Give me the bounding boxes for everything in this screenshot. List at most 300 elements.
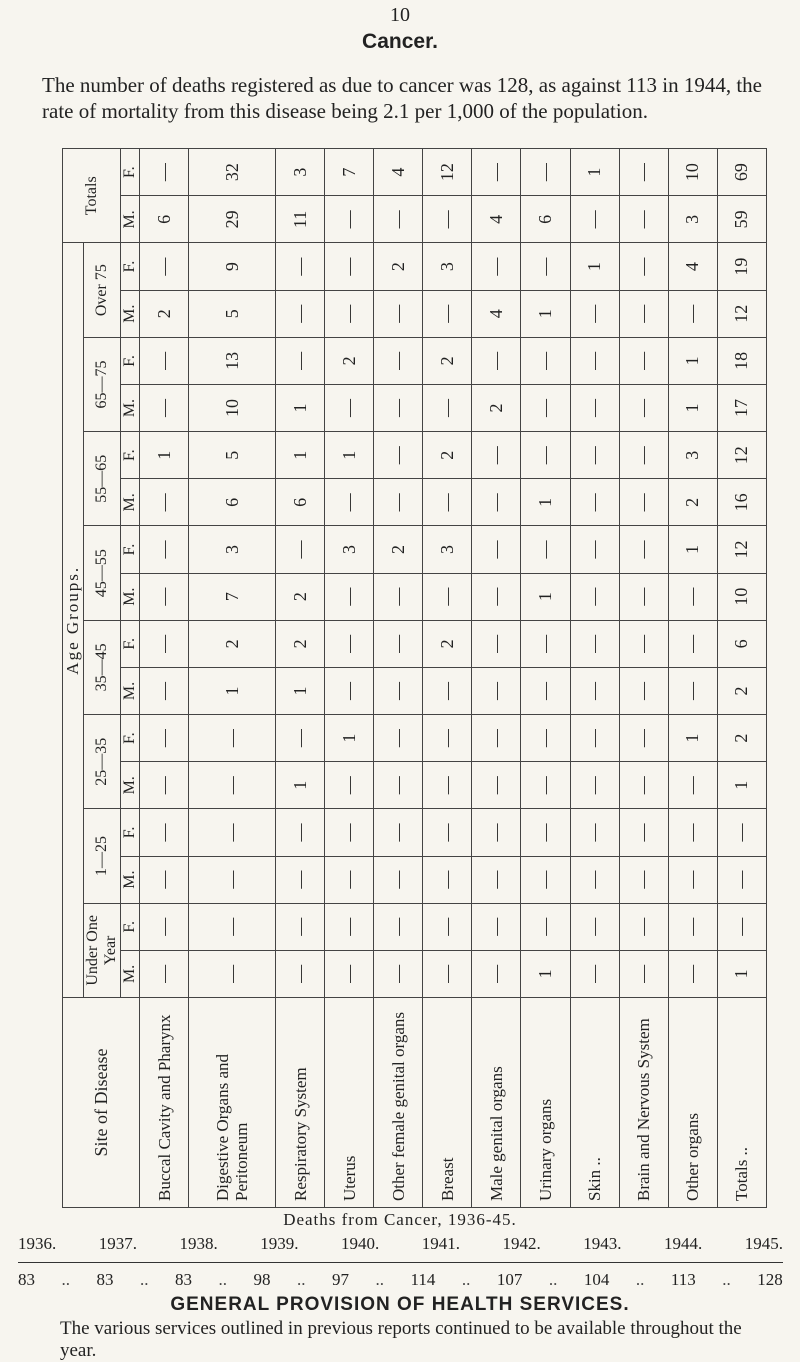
table-row (423, 149, 472, 1208)
count-cell: — (325, 479, 374, 526)
count-separator: .. (140, 1270, 149, 1289)
count-cell: — (521, 384, 570, 431)
count-cell: — (717, 809, 766, 856)
age-group-header: Under One Year (84, 903, 121, 997)
count-cell: — (140, 384, 189, 431)
age-group-header: 1—25 (84, 809, 121, 903)
death-count: 83 (96, 1270, 114, 1289)
count-cell: — (521, 856, 570, 903)
count-cell: — (423, 573, 472, 620)
count-cell: — (140, 856, 189, 903)
count-cell: 3 (276, 149, 325, 196)
totals-header: Totals (63, 149, 121, 244)
count-cell: — (423, 479, 472, 526)
site-cell: Urinary organs (521, 998, 570, 1208)
section-heading: Cancer. (362, 30, 438, 53)
count-cell: 9 (189, 243, 276, 290)
count-cell: — (619, 856, 668, 903)
count-cell: — (374, 809, 423, 856)
count-cell: 4 (472, 196, 521, 243)
count-cell: — (472, 479, 521, 526)
table-row (325, 149, 374, 1208)
count-cell: — (668, 809, 717, 856)
count-cell: 2 (325, 337, 374, 384)
count-cell: 1 (325, 432, 374, 479)
count-cell: — (374, 384, 423, 431)
count-cell: 69 (717, 149, 766, 196)
count-cell: — (521, 149, 570, 196)
age-group-header: 55—65 (84, 432, 121, 526)
count-cell: — (472, 337, 521, 384)
count-cell: — (423, 667, 472, 714)
age-group-header: 25—35 (84, 715, 121, 809)
count-cell: — (570, 809, 619, 856)
age-groups-header: Age Groups. (63, 243, 84, 998)
count-cell: — (189, 903, 276, 950)
count-cell: 1 (668, 715, 717, 762)
count-cell: — (521, 620, 570, 667)
count-cell: 3 (189, 526, 276, 573)
site-cell: Uterus (325, 998, 374, 1208)
count-cell: — (668, 290, 717, 337)
count-cell: — (325, 384, 374, 431)
count-cell: — (325, 243, 374, 290)
count-cell: — (619, 950, 668, 997)
sex-m-header: M. (121, 479, 140, 526)
count-cell: 1 (717, 762, 766, 809)
count-cell: 11 (276, 196, 325, 243)
count-cell: — (521, 762, 570, 809)
sex-f-header: F. (121, 432, 140, 479)
count-cell: — (374, 667, 423, 714)
sex-f-header: F. (121, 337, 140, 384)
count-cell: — (325, 667, 374, 714)
count-cell: — (189, 950, 276, 997)
count-cell: 6 (521, 196, 570, 243)
count-cell: — (472, 903, 521, 950)
count-cell: — (423, 950, 472, 997)
outro-paragraph: The various services outlined in previous reports continued to be available throughout the year. (60, 1318, 742, 1361)
sex-m-header: M. (121, 856, 140, 903)
count-separator: .. (218, 1270, 227, 1289)
count-cell: — (140, 337, 189, 384)
count-cell: 1 (276, 667, 325, 714)
table-body (140, 149, 767, 1208)
count-cell: 2 (140, 290, 189, 337)
count-cell: 12 (717, 526, 766, 573)
count-cell: — (140, 573, 189, 620)
year-label: 1937. (98, 1234, 137, 1253)
site-cell: Respiratory System (276, 998, 325, 1208)
count-cell: 2 (717, 715, 766, 762)
count-cell: 1 (521, 573, 570, 620)
count-cell: — (374, 337, 423, 384)
count-cell: — (619, 620, 668, 667)
table-row (140, 149, 189, 1208)
site-cell: Breast (423, 998, 472, 1208)
deaths-by-year-title: Deaths from Cancer, 1936-45. (283, 1210, 517, 1229)
death-count: 97 (332, 1270, 349, 1289)
count-cell: — (276, 903, 325, 950)
count-cell: 10 (189, 384, 276, 431)
count-cell: — (521, 243, 570, 290)
count-cell: — (570, 526, 619, 573)
general-provision-heading: GENERAL PROVISION OF HEALTH SERVICES. (170, 1294, 630, 1315)
count-cell: — (276, 290, 325, 337)
table-header-row-1 (63, 149, 84, 1208)
table-row (521, 149, 570, 1208)
count-cell: 6 (189, 479, 276, 526)
count-cell: 2 (276, 573, 325, 620)
year-label: 1943. (583, 1234, 622, 1253)
divider (18, 1262, 783, 1263)
count-cell: — (619, 243, 668, 290)
count-cell: 19 (717, 243, 766, 290)
count-cell: — (521, 667, 570, 714)
count-cell: — (472, 243, 521, 290)
count-cell: — (717, 856, 766, 903)
death-count: 128 (757, 1270, 783, 1289)
count-cell: — (668, 762, 717, 809)
count-cell: 2 (276, 620, 325, 667)
count-cell: — (276, 526, 325, 573)
sex-f-header: F. (121, 149, 140, 196)
cancer-age-table (62, 148, 767, 1208)
year-label: 1936. (18, 1234, 57, 1253)
table-row (619, 149, 668, 1208)
count-cell: 32 (189, 149, 276, 196)
count-cell: 1 (717, 950, 766, 997)
count-cell: — (374, 479, 423, 526)
count-cell: — (619, 290, 668, 337)
count-cell: — (521, 809, 570, 856)
count-cell: — (140, 667, 189, 714)
count-cell: — (325, 573, 374, 620)
count-cell: — (472, 432, 521, 479)
count-cell: — (570, 950, 619, 997)
count-cell: — (325, 903, 374, 950)
count-cell: — (472, 149, 521, 196)
age-group-header: Over 75 (84, 243, 121, 337)
count-cell: — (189, 809, 276, 856)
site-cell: Other organs (668, 998, 717, 1208)
count-cell: — (423, 715, 472, 762)
count-separator: .. (375, 1270, 384, 1289)
count-cell: — (521, 432, 570, 479)
count-cell: 4 (472, 290, 521, 337)
table-row (374, 149, 423, 1208)
count-separator: .. (461, 1270, 471, 1289)
count-cell: 1 (570, 243, 619, 290)
death-count: 114 (410, 1270, 436, 1289)
death-count: 98 (253, 1270, 271, 1289)
count-cell: — (140, 903, 189, 950)
death-count: 83 (18, 1270, 35, 1289)
death-count: 83 (175, 1270, 192, 1289)
site-cell: Buccal Cavity and Pharynx (140, 998, 189, 1208)
count-cell: — (189, 856, 276, 903)
count-cell: — (140, 243, 189, 290)
count-cell: 7 (189, 573, 276, 620)
count-cell: — (521, 715, 570, 762)
count-cell: — (619, 762, 668, 809)
year-label: 1942. (502, 1234, 541, 1253)
count-cell: — (472, 620, 521, 667)
count-separator: .. (297, 1270, 306, 1289)
count-separator: .. (548, 1270, 558, 1289)
site-cell: Digestive Organs and Peritoneum (189, 998, 276, 1208)
count-cell: 12 (717, 290, 766, 337)
cancer-table-container (62, 148, 767, 1208)
count-cell: — (472, 809, 521, 856)
count-cell: — (619, 384, 668, 431)
count-cell: 18 (717, 337, 766, 384)
age-group-header: 35—45 (84, 620, 121, 714)
count-cell: 1 (276, 762, 325, 809)
count-cell: — (374, 196, 423, 243)
count-cell: 3 (423, 243, 472, 290)
count-cell: 4 (374, 149, 423, 196)
count-cell: — (619, 432, 668, 479)
count-cell: 6 (276, 479, 325, 526)
count-cell: — (668, 950, 717, 997)
table-row (717, 149, 766, 1208)
count-cell: 1 (521, 479, 570, 526)
count-cell: — (423, 856, 472, 903)
count-cell: 2 (374, 243, 423, 290)
count-cell: — (276, 809, 325, 856)
count-cell: 1 (276, 384, 325, 431)
count-cell: — (374, 903, 423, 950)
count-cell: — (472, 950, 521, 997)
count-cell: — (570, 620, 619, 667)
sex-m-header: M. (121, 762, 140, 809)
site-cell: Totals .. (717, 998, 766, 1208)
table-row (668, 149, 717, 1208)
count-cell: — (619, 903, 668, 950)
count-cell: — (619, 337, 668, 384)
count-cell: 1 (668, 337, 717, 384)
sex-f-header: F. (121, 243, 140, 290)
count-cell: — (423, 809, 472, 856)
site-cell: Other female genital organs (374, 998, 423, 1208)
count-cell: 12 (423, 149, 472, 196)
count-cell: 59 (717, 196, 766, 243)
count-cell: 16 (717, 479, 766, 526)
year-label: 1939. (260, 1234, 299, 1253)
count-cell: — (619, 573, 668, 620)
count-cell: 2 (423, 620, 472, 667)
sex-m-header: M. (121, 573, 140, 620)
count-cell: 1 (668, 526, 717, 573)
sex-f-header: F. (121, 620, 140, 667)
count-cell: — (472, 573, 521, 620)
count-cell: 3 (325, 526, 374, 573)
count-cell: 1 (325, 715, 374, 762)
count-cell: 1 (140, 432, 189, 479)
year-label: 1941. (421, 1234, 460, 1253)
count-cell: — (472, 856, 521, 903)
age-group-header: 65—75 (84, 337, 121, 431)
count-cell: — (423, 196, 472, 243)
count-cell: — (619, 715, 668, 762)
sex-m-header: M. (121, 196, 140, 243)
sex-f-header: F. (121, 715, 140, 762)
count-cell: 3 (668, 432, 717, 479)
count-cell: 3 (668, 196, 717, 243)
count-cell: — (140, 526, 189, 573)
sex-f-header: F. (121, 903, 140, 950)
count-cell: — (570, 715, 619, 762)
count-cell: — (140, 809, 189, 856)
count-cell: 2 (189, 620, 276, 667)
count-cell: 6 (140, 196, 189, 243)
count-cell: 4 (668, 243, 717, 290)
count-cell: — (668, 573, 717, 620)
year-label: 1945. (744, 1234, 783, 1253)
count-cell: 2 (472, 384, 521, 431)
count-cell: — (472, 762, 521, 809)
table-row (472, 149, 521, 1208)
count-cell: — (521, 337, 570, 384)
count-cell: — (668, 667, 717, 714)
count-cell: — (668, 856, 717, 903)
count-cell: — (619, 196, 668, 243)
site-cell: Skin .. (570, 998, 619, 1208)
count-cell: — (374, 620, 423, 667)
count-cell: 10 (668, 149, 717, 196)
count-cell: 7 (325, 149, 374, 196)
sex-m-header: M. (121, 950, 140, 997)
count-cell: 6 (717, 620, 766, 667)
count-cell: — (668, 903, 717, 950)
count-cell: 3 (423, 526, 472, 573)
count-cell: 1 (189, 667, 276, 714)
count-cell: — (189, 762, 276, 809)
year-label: 1944. (664, 1234, 703, 1253)
intro-paragraph: The number of deaths registered as due to cancer was 128, as against 113 in 1944, the rate of mortality from this disease being 2.1 per 1,000 of the population. (42, 73, 762, 123)
count-cell: — (374, 432, 423, 479)
count-cell: — (325, 196, 374, 243)
count-cell: — (521, 526, 570, 573)
count-cell: — (570, 196, 619, 243)
count-cell: 10 (717, 573, 766, 620)
count-cell: — (276, 243, 325, 290)
count-cell: — (140, 762, 189, 809)
count-cell: — (374, 950, 423, 997)
count-cell: — (374, 290, 423, 337)
count-cell: — (276, 715, 325, 762)
count-cell: 29 (189, 196, 276, 243)
table-row (570, 149, 619, 1208)
count-cell: — (325, 620, 374, 667)
count-cell: — (472, 667, 521, 714)
count-cell: — (717, 903, 766, 950)
count-cell: — (325, 290, 374, 337)
count-cell: — (570, 290, 619, 337)
count-cell: — (189, 715, 276, 762)
count-cell: — (325, 950, 374, 997)
sex-m-header: M. (121, 384, 140, 431)
count-cell: — (140, 715, 189, 762)
count-cell: — (570, 337, 619, 384)
count-cell: 5 (189, 432, 276, 479)
count-cell: — (423, 290, 472, 337)
count-separator: .. (722, 1270, 731, 1289)
count-cell: — (619, 149, 668, 196)
death-count: 107 (496, 1270, 523, 1289)
death-count: 104 (583, 1270, 610, 1289)
count-cell: — (570, 573, 619, 620)
count-cell: — (423, 384, 472, 431)
count-cell: — (374, 762, 423, 809)
count-cell: — (570, 667, 619, 714)
year-label: 1938. (179, 1234, 218, 1253)
count-separator: .. (61, 1270, 70, 1289)
count-cell: 2 (717, 667, 766, 714)
count-cell: — (374, 715, 423, 762)
count-cell: — (570, 384, 619, 431)
count-cell: — (140, 149, 189, 196)
count-cell: 1 (521, 290, 570, 337)
count-separator: .. (635, 1270, 645, 1289)
count-cell: — (276, 856, 325, 903)
count-cell: — (325, 809, 374, 856)
years-row (18, 1234, 783, 1254)
count-cell: 1 (570, 149, 619, 196)
count-cell: 1 (276, 432, 325, 479)
count-cell: — (472, 526, 521, 573)
table-row (276, 149, 325, 1208)
sex-f-header: F. (121, 526, 140, 573)
count-cell: — (619, 809, 668, 856)
count-cell: — (140, 950, 189, 997)
counts-row (18, 1270, 783, 1290)
count-cell: — (374, 856, 423, 903)
count-cell: 13 (189, 337, 276, 384)
count-cell: 5 (189, 290, 276, 337)
count-cell: — (140, 620, 189, 667)
count-cell: — (374, 573, 423, 620)
count-cell: — (325, 762, 374, 809)
sex-f-header: F. (121, 809, 140, 856)
count-cell: — (276, 337, 325, 384)
count-cell: 12 (717, 432, 766, 479)
count-cell: 2 (423, 432, 472, 479)
age-group-header: 45—55 (84, 526, 121, 620)
count-cell: — (570, 903, 619, 950)
death-count: 113 (670, 1270, 696, 1289)
count-cell: — (570, 856, 619, 903)
sex-m-header: M. (121, 290, 140, 337)
count-cell: — (423, 762, 472, 809)
count-cell: — (668, 620, 717, 667)
count-cell: — (521, 903, 570, 950)
count-cell: 2 (374, 526, 423, 573)
sex-m-header: M. (121, 667, 140, 714)
count-cell: — (619, 667, 668, 714)
count-cell: — (325, 856, 374, 903)
count-cell: — (472, 715, 521, 762)
site-header: Site of Disease (63, 998, 140, 1208)
count-cell: — (140, 479, 189, 526)
rotated-table (62, 148, 767, 1208)
count-cell: 17 (717, 384, 766, 431)
count-cell: — (570, 432, 619, 479)
count-cell: — (619, 526, 668, 573)
count-cell: — (276, 950, 325, 997)
count-cell: — (423, 903, 472, 950)
